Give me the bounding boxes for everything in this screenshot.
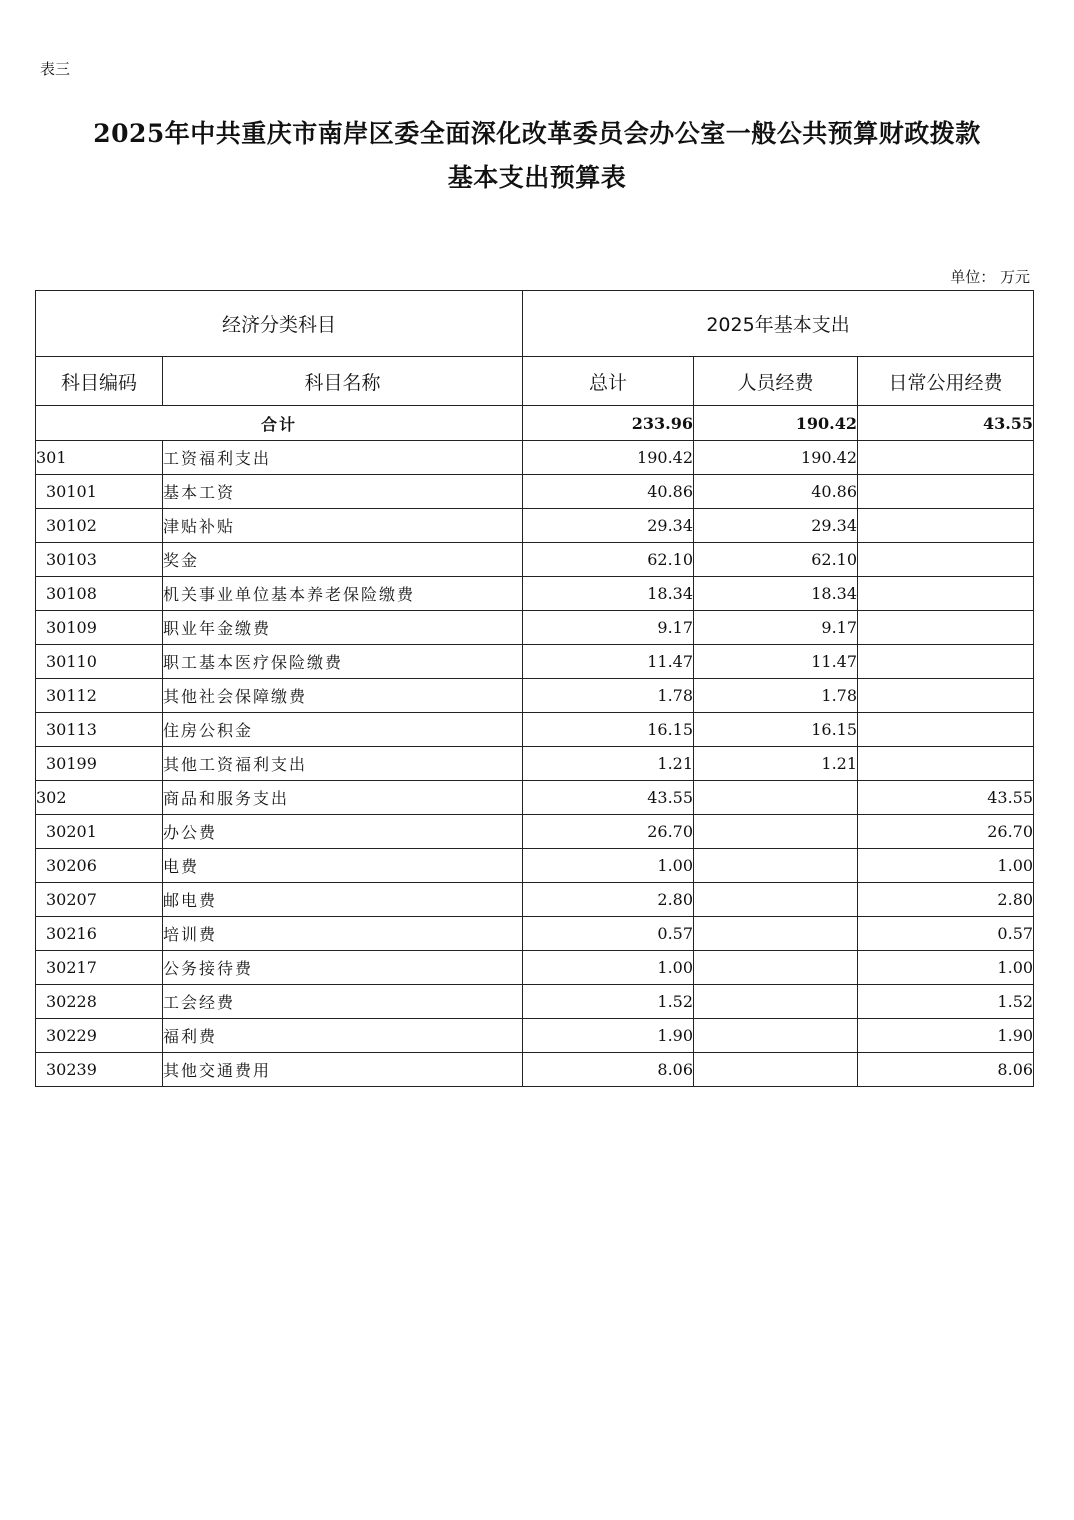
- cell-subject-code: 30217: [36, 951, 163, 985]
- cell-personnel-expense: 62.10: [694, 543, 858, 577]
- total-row: [36, 406, 1034, 441]
- cell-subject-code: 30113: [36, 713, 163, 747]
- cell-total: 11.47: [523, 645, 694, 679]
- cell-subject-code: 302: [36, 781, 163, 815]
- table-row: [36, 985, 1034, 1019]
- total-cell-public: 43.55: [858, 406, 1034, 441]
- cell-subject-code: 30201: [36, 815, 163, 849]
- document-title: [0, 112, 1074, 200]
- table-row: [36, 951, 1034, 985]
- total-cell-total: 233.96: [523, 406, 694, 441]
- table-row: [36, 475, 1034, 509]
- cell-subject-code: 30207: [36, 883, 163, 917]
- cell-personnel-expense: 16.15: [694, 713, 858, 747]
- cell-personnel-expense: [694, 985, 858, 1019]
- cell-personnel-expense: 1.78: [694, 679, 858, 713]
- cell-total: 62.10: [523, 543, 694, 577]
- cell-subject-name: 公务接待费: [163, 951, 523, 985]
- cell-subject-name: 办公费: [163, 815, 523, 849]
- cell-subject-code: 301: [36, 441, 163, 475]
- table-row: [36, 849, 1034, 883]
- cell-public-expense: [858, 713, 1034, 747]
- table-row: [36, 611, 1034, 645]
- cell-public-expense: [858, 577, 1034, 611]
- cell-total: 1.21: [523, 747, 694, 781]
- cell-personnel-expense: 18.34: [694, 577, 858, 611]
- cell-public-expense: [858, 679, 1034, 713]
- cell-total: 26.70: [523, 815, 694, 849]
- cell-subject-code: 30112: [36, 679, 163, 713]
- cell-total: 1.78: [523, 679, 694, 713]
- total-cell-personnel: 190.42: [694, 406, 858, 441]
- cell-subject-name: 机关事业单位基本养老保险缴费: [163, 577, 523, 611]
- total-label: 合计: [36, 406, 523, 441]
- cell-subject-name: 职业年金缴费: [163, 611, 523, 645]
- cell-public-expense: [858, 475, 1034, 509]
- cell-subject-name: 其他工资福利支出: [163, 747, 523, 781]
- header-subject-name: 科目名称: [163, 357, 523, 406]
- table-row: [36, 1053, 1034, 1087]
- cell-subject-name: 其他社会保障缴费: [163, 679, 523, 713]
- cell-total: 1.00: [523, 951, 694, 985]
- cell-personnel-expense: [694, 1019, 858, 1053]
- cell-total: 29.34: [523, 509, 694, 543]
- cell-personnel-expense: [694, 849, 858, 883]
- cell-total: 1.00: [523, 849, 694, 883]
- cell-public-expense: [858, 747, 1034, 781]
- cell-public-expense: 43.55: [858, 781, 1034, 815]
- cell-subject-name: 福利费: [163, 1019, 523, 1053]
- cell-personnel-expense: 190.42: [694, 441, 858, 475]
- cell-total: 16.15: [523, 713, 694, 747]
- cell-public-expense: [858, 645, 1034, 679]
- cell-subject-code: 30239: [36, 1053, 163, 1087]
- cell-subject-code: 30199: [36, 747, 163, 781]
- cell-subject-code: 30101: [36, 475, 163, 509]
- cell-subject-name: 职工基本医疗保险缴费: [163, 645, 523, 679]
- cell-public-expense: 1.00: [858, 849, 1034, 883]
- cell-total: 1.90: [523, 1019, 694, 1053]
- cell-personnel-expense: 11.47: [694, 645, 858, 679]
- cell-total: 43.55: [523, 781, 694, 815]
- table-row: [36, 815, 1034, 849]
- cell-public-expense: [858, 543, 1034, 577]
- header-public-expense: 日常公用经费: [858, 357, 1034, 406]
- cell-subject-code: 30103: [36, 543, 163, 577]
- cell-subject-name: 住房公积金: [163, 713, 523, 747]
- cell-total: 190.42: [523, 441, 694, 475]
- header-total: 总计: [523, 357, 694, 406]
- cell-total: 9.17: [523, 611, 694, 645]
- table-row: [36, 917, 1034, 951]
- table-row: [36, 577, 1034, 611]
- cell-total: 1.52: [523, 985, 694, 1019]
- cell-personnel-expense: 1.21: [694, 747, 858, 781]
- cell-personnel-expense: 9.17: [694, 611, 858, 645]
- cell-subject-code: 30110: [36, 645, 163, 679]
- cell-subject-name: 基本工资: [163, 475, 523, 509]
- header-personnel-expense: 人员经费: [694, 357, 858, 406]
- cell-public-expense: 26.70: [858, 815, 1034, 849]
- cell-public-expense: 2.80: [858, 883, 1034, 917]
- cell-subject-name: 培训费: [163, 917, 523, 951]
- table-row: [36, 441, 1034, 475]
- cell-personnel-expense: 29.34: [694, 509, 858, 543]
- cell-public-expense: [858, 441, 1034, 475]
- cell-public-expense: [858, 509, 1034, 543]
- cell-total: 40.86: [523, 475, 694, 509]
- cell-total: 18.34: [523, 577, 694, 611]
- cell-personnel-expense: [694, 781, 858, 815]
- cell-personnel-expense: 40.86: [694, 475, 858, 509]
- cell-subject-name: 电费: [163, 849, 523, 883]
- table-row: [36, 1019, 1034, 1053]
- cell-personnel-expense: [694, 883, 858, 917]
- cell-personnel-expense: [694, 815, 858, 849]
- unit-label: 单位： 万元: [950, 268, 1030, 286]
- cell-public-expense: 1.52: [858, 985, 1034, 1019]
- table-row: [36, 679, 1034, 713]
- table-row: [36, 509, 1034, 543]
- cell-subject-code: 30206: [36, 849, 163, 883]
- cell-public-expense: 0.57: [858, 917, 1034, 951]
- cell-personnel-expense: [694, 951, 858, 985]
- cell-personnel-expense: [694, 1053, 858, 1087]
- cell-subject-name: 商品和服务支出: [163, 781, 523, 815]
- cell-subject-name: 邮电费: [163, 883, 523, 917]
- cell-public-expense: 1.00: [858, 951, 1034, 985]
- table-row: [36, 883, 1034, 917]
- cell-subject-name: 奖金: [163, 543, 523, 577]
- cell-subject-code: 30102: [36, 509, 163, 543]
- table-row: [36, 645, 1034, 679]
- header-subject-code: 科目编码: [36, 357, 163, 406]
- cell-subject-name: 工资福利支出: [163, 441, 523, 475]
- table-row: [36, 747, 1034, 781]
- cell-total: 0.57: [523, 917, 694, 951]
- table-row: [36, 713, 1034, 747]
- table-row: [36, 781, 1034, 815]
- cell-public-expense: [858, 611, 1034, 645]
- cell-subject-name: 其他交通费用: [163, 1053, 523, 1087]
- cell-subject-code: 30108: [36, 577, 163, 611]
- cell-subject-code: 30216: [36, 917, 163, 951]
- cell-total: 8.06: [523, 1053, 694, 1087]
- cell-public-expense: 1.90: [858, 1019, 1034, 1053]
- cell-personnel-expense: [694, 917, 858, 951]
- budget-table: [35, 290, 1034, 1087]
- cell-total: 2.80: [523, 883, 694, 917]
- cell-subject-name: 津贴补贴: [163, 509, 523, 543]
- cell-subject-code: 30109: [36, 611, 163, 645]
- cell-subject-name: 工会经费: [163, 985, 523, 1019]
- cell-subject-code: 30228: [36, 985, 163, 1019]
- cell-public-expense: 8.06: [858, 1053, 1034, 1087]
- header-basic-expenditure: 2025年基本支出: [523, 291, 1034, 357]
- cell-subject-code: 30229: [36, 1019, 163, 1053]
- header-economic-category: 经济分类科目: [36, 291, 523, 357]
- table-row: [36, 543, 1034, 577]
- title-line-1: 2025年中共重庆市南岸区委全面深化改革委员会办公室一般公共预算财政拨款: [93, 119, 981, 148]
- title-line-2: 基本支出预算表: [447, 163, 627, 192]
- table-number-label: 表三: [40, 60, 71, 78]
